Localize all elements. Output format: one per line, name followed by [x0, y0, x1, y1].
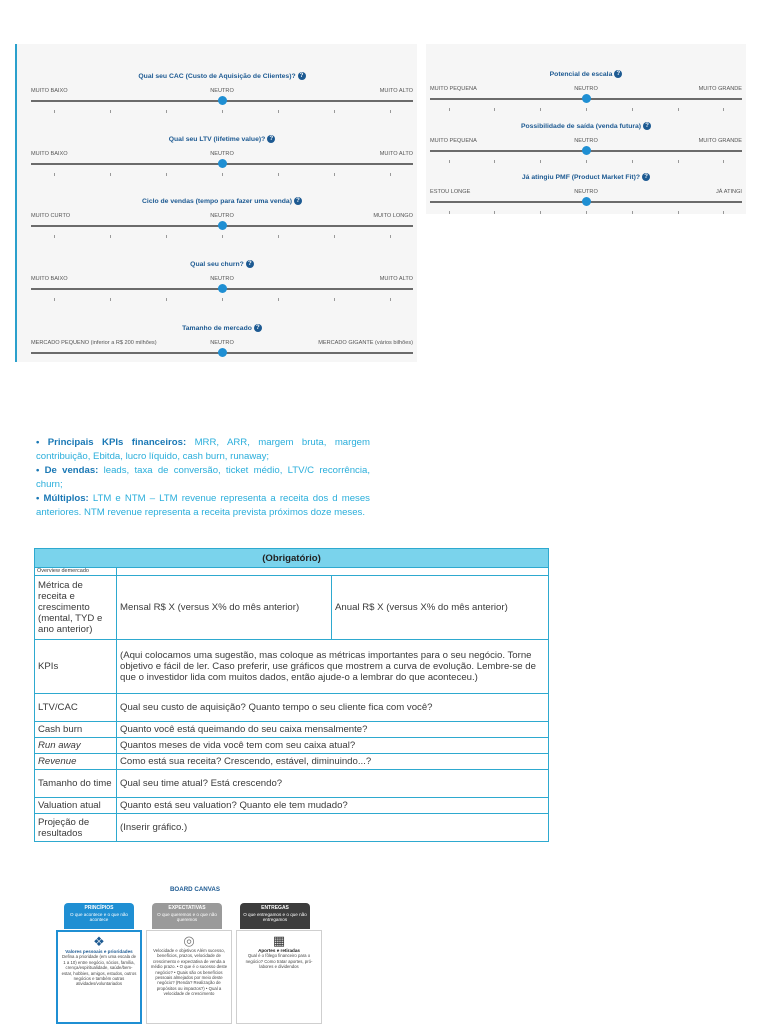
tick-mark	[166, 235, 167, 238]
slider-ticks	[430, 160, 742, 164]
tick-mark	[334, 173, 335, 176]
slider-min-label: MUITO PEQUENA	[430, 138, 477, 144]
slider-question-text: Qual seu CAC (Custo de Aquisição de Clientes)?	[138, 72, 296, 80]
tick-mark	[678, 108, 679, 111]
tick-mark	[586, 211, 587, 214]
tick-mark	[632, 211, 633, 214]
board-item-text: Defina a prioridade (em uma escala de 1 a 10) entre negócio, sócios, família, crença/espiritualidade, saúde/bem-estar, hobbies, amigos, estudos, outros negócios e também outras atividades/voluntariados	[61, 954, 137, 987]
slider-max-label: MUITO ALTO	[379, 151, 413, 157]
table-row-key: Projeção de resultados	[35, 814, 117, 842]
tick-mark	[110, 110, 111, 113]
tick-mark	[222, 235, 223, 238]
table-subheader-empty	[117, 568, 549, 576]
slider-handle[interactable]	[218, 159, 227, 168]
table-row	[35, 738, 549, 754]
slider-cac	[31, 72, 413, 118]
table-row	[35, 722, 549, 738]
slider-center-label: NEUTRO	[574, 86, 598, 92]
kpi-bullet-sales	[36, 464, 370, 492]
board-col-deliveries	[236, 930, 322, 1024]
bullet-lead: • Principais KPIs financeiros:	[36, 437, 187, 448]
help-icon[interactable]: ?	[643, 122, 651, 130]
table-cell-monthly: Mensal R$ X (versus X% do mês anterior)	[117, 576, 332, 640]
tick-mark	[632, 108, 633, 111]
slider-min-label: MUITO BAIXO	[31, 88, 68, 94]
table-row	[35, 576, 549, 640]
kpi-bullet-multiples	[36, 492, 370, 520]
slider-exit-possibility	[430, 122, 742, 168]
bullet-text: LTM e NTM – LTM revenue representa a receita dos d meses anteriores. NTM revenue representa a receita prevista próximos doze meses.	[36, 493, 370, 518]
slider-ticks	[31, 298, 413, 302]
tick-mark	[54, 298, 55, 301]
board-head-title: EXPECTATIVAS	[168, 905, 206, 911]
table-row-value: Como está sua receita? Crescendo, estável, diminuindo...?	[117, 754, 549, 770]
tick-mark	[540, 108, 541, 111]
tick-mark	[449, 160, 450, 163]
tick-mark	[494, 108, 495, 111]
slider-question	[31, 324, 413, 332]
board-head-title: ENTREGAS	[261, 905, 289, 911]
board-head-principles	[64, 903, 134, 929]
slider-question	[430, 173, 742, 181]
table-row	[35, 814, 549, 842]
slider-sales-cycle	[31, 197, 413, 243]
slider-ltv	[31, 135, 413, 181]
tick-mark	[334, 110, 335, 113]
tick-mark	[278, 110, 279, 113]
metrics-table	[34, 548, 549, 842]
board-head-subtitle: O que acontece e o que não acontece	[70, 911, 128, 922]
table-row-value: (Inserir gráfico.)	[117, 814, 549, 842]
slider-question-text: Qual seu churn?	[190, 260, 244, 268]
tick-mark	[723, 108, 724, 111]
table-row	[35, 694, 549, 722]
tick-mark	[449, 108, 450, 111]
table-row-key: Run away	[35, 738, 117, 754]
slider-ticks	[430, 108, 742, 112]
table-row	[35, 754, 549, 770]
slider-max-label: MUITO GRANDE	[698, 138, 742, 144]
board-head-subtitle: O que entregamos e o que não entregamos	[243, 911, 307, 922]
tick-mark	[678, 211, 679, 214]
slider-pmf	[430, 173, 742, 213]
slider-question	[31, 197, 413, 205]
slider-scale-potential	[430, 70, 742, 116]
slider-center-label: NEUTRO	[574, 189, 598, 195]
tick-mark	[723, 211, 724, 214]
slider-min-label: MERCADO PEQUENO (inferior a R$ 200 milhões)	[31, 340, 157, 346]
board-item-text: Velocidade e objetivos Além sucesso, benefícios, prazos, velocidade de crescimento e expectativa de venda a médio prazo. • O que é o sucesso deste negócio? • Quais são os benefícios pessoais almejados por meio deste negócio? (Renda? Realização de propósitos ou impactos?) • Qual a velocidade de crescimento	[150, 948, 228, 997]
tick-mark	[110, 235, 111, 238]
bullet-lead: • Múltiplos:	[36, 493, 89, 504]
tick-mark	[54, 110, 55, 113]
tick-mark	[54, 235, 55, 238]
tick-mark	[449, 211, 450, 214]
table-row-value: Qual seu time atual? Está crescendo?	[117, 770, 549, 798]
board-head-deliveries	[240, 903, 310, 929]
table-cell-annual: Anual R$ X (versus X% do mês anterior)	[332, 576, 549, 640]
sliders-panel-left	[15, 44, 417, 362]
board-col-principles	[56, 930, 142, 1024]
help-icon[interactable]: ?	[298, 72, 306, 80]
tick-mark	[494, 160, 495, 163]
slider-churn	[31, 260, 413, 306]
table-row-value: Quanto está seu valuation? Quanto ele tem mudado?	[117, 798, 549, 814]
table-row	[35, 640, 549, 694]
slider-handle[interactable]	[582, 146, 591, 155]
tick-mark	[222, 298, 223, 301]
slider-center-label: NEUTRO	[210, 151, 234, 157]
slider-question	[31, 260, 413, 268]
table-row	[35, 770, 549, 798]
board-item-title: Aportes e retiradas	[258, 948, 300, 953]
slider-question	[31, 135, 413, 143]
slider-min-label: MUITO CURTO	[31, 213, 71, 219]
slider-question-text: Tamanho de mercado	[182, 324, 252, 332]
table-crop-mask	[0, 849, 768, 879]
tick-mark	[390, 298, 391, 301]
table-row-value: Qual seu custo de aquisição? Quanto tempo o seu cliente fica com você?	[117, 694, 549, 722]
bullet-text: MRR, ARR, margem bruta, margem contribuição, Ebitda, lucro líquido, cash burn, runaway;	[36, 437, 371, 462]
table-row-key: Valuation atual	[35, 798, 117, 814]
slider-center-label: NEUTRO	[210, 276, 234, 282]
slider-ticks	[430, 211, 742, 215]
table-subheader: Overview demercado	[35, 568, 117, 576]
tick-mark	[54, 173, 55, 176]
slider-max-label: MUITO ALTO	[379, 276, 413, 282]
table-title: (Obrigatório)	[35, 549, 549, 568]
bullet-text: leads, taxa de conversão, ticket médio, LTV/C recorrência, churn;	[36, 465, 370, 490]
tick-mark	[494, 211, 495, 214]
slider-center-label: NEUTRO	[574, 138, 598, 144]
slider-handle[interactable]	[218, 348, 227, 357]
handshake-icon: ❖	[93, 934, 105, 949]
help-icon[interactable]: ?	[267, 135, 275, 143]
slider-min-label: MUITO BAIXO	[31, 276, 68, 282]
slider-min-label: MUITO BAIXO	[31, 151, 68, 157]
tick-mark	[222, 110, 223, 113]
tick-mark	[166, 110, 167, 113]
help-icon[interactable]: ?	[246, 260, 254, 268]
table-row-value: Quanto você está queimando do seu caixa mensalmente?	[117, 722, 549, 738]
help-icon[interactable]: ?	[614, 70, 622, 78]
board-head-title: PRINCÍPIOS	[84, 905, 114, 911]
board-head-expectations	[152, 903, 222, 929]
table-row-key: Métrica de receita e crescimento (mental, TYD e ano anterior)	[35, 576, 117, 640]
slider-handle[interactable]	[218, 96, 227, 105]
tick-mark	[110, 298, 111, 301]
bullet-lead: • De vendas:	[36, 465, 99, 476]
slider-max-label: JÁ ATINGI	[715, 189, 742, 195]
tick-mark	[632, 160, 633, 163]
tick-mark	[390, 173, 391, 176]
slider-center-label: NEUTRO	[210, 213, 234, 219]
table-row-key: KPIs	[35, 640, 117, 694]
tick-mark	[166, 173, 167, 176]
slider-center-label: NEUTRO	[210, 88, 234, 94]
tick-mark	[586, 160, 587, 163]
slider-question	[430, 122, 742, 130]
slider-ticks	[31, 110, 413, 114]
slider-ticks	[31, 235, 413, 239]
slider-max-label: MUITO LONGO	[373, 213, 413, 219]
sliders-panel-right	[426, 44, 746, 214]
slider-max-label: MUITO ALTO	[379, 88, 413, 94]
tick-mark	[540, 160, 541, 163]
slider-question-text: Potencial de escala	[549, 70, 613, 78]
board-item-title: Valores pessoais e prioridades	[65, 949, 133, 954]
board-col-expectations	[146, 930, 232, 1024]
tick-mark	[334, 235, 335, 238]
board-item-text: Qual é o fôlego financeiro para o negócio? Como tratar aportes, pró-labores e dividendos	[245, 953, 313, 970]
table-row-value: Quantos meses de vida você tem com seu caixa atual?	[117, 738, 549, 754]
slider-ticks	[31, 173, 413, 177]
slider-max-label: MUITO GRANDE	[698, 86, 742, 92]
tick-mark	[390, 110, 391, 113]
tick-mark	[586, 108, 587, 111]
calculator-icon: ▦	[272, 933, 286, 948]
tick-mark	[166, 298, 167, 301]
slider-question-text: Qual seu LTV (lifetime value)?	[168, 135, 266, 143]
table-row-key: Tamanho do time	[35, 770, 117, 798]
tick-mark	[678, 160, 679, 163]
slider-handle[interactable]	[218, 221, 227, 230]
tick-mark	[278, 298, 279, 301]
slider-handle[interactable]	[582, 94, 591, 103]
slider-market-size	[31, 324, 413, 360]
slider-center-label: NEUTRO	[210, 340, 234, 346]
slider-question-text: Possibilidade de saída (venda futura)	[520, 122, 642, 130]
target-icon: ◎	[183, 933, 195, 948]
kpi-bullet-financial	[36, 436, 370, 464]
tick-mark	[334, 298, 335, 301]
slider-handle[interactable]	[218, 284, 227, 293]
help-icon[interactable]: ?	[642, 173, 650, 181]
table-row-key: Cash burn	[35, 722, 117, 738]
slider-handle[interactable]	[582, 197, 591, 206]
slider-max-label: MERCADO GIGANTE (vários bilhões)	[318, 340, 413, 346]
kpi-bullets	[36, 436, 370, 520]
slider-question-text: Já atingiu PMF (Product Market Fit)?	[521, 173, 641, 181]
help-icon[interactable]: ?	[254, 324, 262, 332]
slider-question-text: Ciclo de vendas (tempo para fazer uma venda)	[142, 197, 292, 205]
table-row-key: LTV/CAC	[35, 694, 117, 722]
tick-mark	[390, 235, 391, 238]
tick-mark	[110, 173, 111, 176]
top-ticks	[430, 50, 742, 54]
slider-question	[31, 72, 413, 80]
tick-mark	[723, 160, 724, 163]
table-row-key: Revenue	[35, 754, 117, 770]
table-row	[35, 798, 549, 814]
board-head-subtitle: O que queremos e o que não queremos	[157, 911, 217, 922]
slider-min-label: MUITO PEQUENA	[430, 86, 477, 92]
tick-mark	[222, 173, 223, 176]
table-row-value: (Aqui colocamos uma sugestão, mas coloque as métricas importantes para o seu negócio. Torne objetivo e fácil de ler. Caso preferir, use gráficos que mostrem a curva de evolução. Lembre-se de que o investidor lida com muitos dados, então ajude-o a lembrar do que aconteceu.)	[117, 640, 549, 694]
tick-mark	[540, 211, 541, 214]
help-icon[interactable]: ?	[294, 197, 302, 205]
tick-mark	[278, 173, 279, 176]
tick-mark	[278, 235, 279, 238]
slider-min-label: ESTOU LONGE	[430, 189, 471, 195]
board-canvas-title: BOARD CANVAS	[169, 886, 221, 893]
slider-question	[430, 70, 742, 78]
